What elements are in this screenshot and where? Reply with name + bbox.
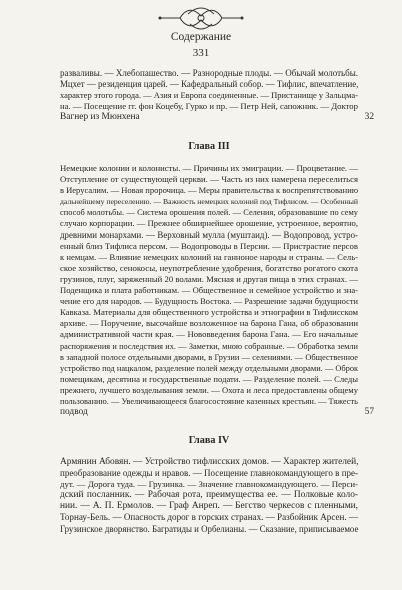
chapter-contents xyxy=(60,457,358,535)
toc-page-number: 32 xyxy=(364,112,374,123)
chapter-contents xyxy=(60,163,358,418)
text-line: прежнего, лучшего возделывания земли. — Охота и леса предоставлены общему xyxy=(60,384,358,395)
toc-page-number: 57 xyxy=(364,407,374,418)
text-line: устройство под нацкалом, разделение полей между отдельными дворами. — Оброк xyxy=(60,363,359,373)
chapter-title: Глава IV xyxy=(188,435,230,446)
text-line: в западной полосе отдельными дворами, в Грузии — селениями. — Общественное xyxy=(60,352,358,362)
text-line: Мцхет — резиденция царей. — Кафедральный собор. — Тифлис, впечатление, xyxy=(60,79,359,90)
text-line: енный близ Тифлиса персом. — Водопроводы в Персии. — Пристрастие персов xyxy=(60,240,358,251)
text-line: дальнейшему переселению. — Важность немецких колоний под Тифлисом. — Особенный xyxy=(60,197,358,207)
text-line: на. — Посещение гг. фон Коцебу, Гурко и пр. — Петр Ней, сапожник. — Доктор xyxy=(60,101,358,112)
text-line: архиве. — Поручение, высочайше возложенное на барона Гана, об образовании xyxy=(60,318,358,329)
text-line: нии. — А. П. Ермолов. — Граф Анреп. — Бегство черкесов с пленными, xyxy=(60,501,358,512)
text-line: пользованию. — Увеличивающееся благосостояние казенных крестьян. — Тяжесть xyxy=(60,396,358,406)
text-line: случаю корпорации. — Прежнее обширнейшее орошение, устроенное, вероятно, xyxy=(60,218,358,229)
text-line: характер этого города. — Азия и Европа соединенные. — Пристанище у Зальцма- xyxy=(60,90,358,101)
text-line: Вагнер из Мюнхена xyxy=(60,112,140,123)
header-ornament xyxy=(0,4,402,32)
running-head-page-number: 331 xyxy=(192,47,210,59)
text-line: преобразование одежды и нравов. — Посещение главнокомандующего в пре- xyxy=(60,468,358,479)
section-continuation xyxy=(60,68,358,123)
text-line: Отступление от существующей церкви. — Часть из них намерена переселиться xyxy=(60,174,358,185)
chapter-title: Глава III xyxy=(188,141,230,152)
text-line: чение его для народов. — Будущность Востока. — Разрешение задачи будущности xyxy=(60,297,358,307)
text-line: Торнау-Бель. — Опасность дорог в горских странах. — Разбойник Арсен. — xyxy=(60,512,359,523)
text-line: Армянин Абовян. — Устройство тифлисских домов. — Характер жителей, xyxy=(60,457,359,467)
text-line: Поденщика и плата работникам. — Общественное и семейное устройство и зна- xyxy=(60,285,358,296)
text-line: подвод xyxy=(60,407,88,418)
text-line: Грузинское дворянство. Багратиды и Орбелианы. — Сказание, приписываемое xyxy=(60,523,359,534)
text-line: в Иерусалим. — Новая пророчица. — Меры правительства к воспрепятствованию xyxy=(60,185,359,196)
text-line: распоряжения и последствия их. — Заметки, мною собранные. — Обработка земли xyxy=(60,341,358,351)
text-line: дский посланник. — Рабочая рота, преимущества ее. — Полковые коло- xyxy=(60,490,358,501)
text-line: разваливы. — Хлебопашество. — Разнородные плоды. — Обычай молотьбы. xyxy=(60,68,358,78)
text-line: Кавказа. Материалы для общественного устройства и этнографии в Тифлисском xyxy=(60,307,358,318)
text-line: Немецкие колонии и колонисты. — Причины их эмиграции. — Процветание. — xyxy=(60,163,358,173)
text-line: дут. — Дорога туда. — Грузинка. — Значение главнокомандующего. — Перси- xyxy=(60,479,358,490)
text-line: древними монархами. — Верховный мулла (муштаид). — Водопровод, устро- xyxy=(60,229,358,240)
running-head-title: Содержание xyxy=(170,31,232,43)
text-line: ское хозяйство, сенокосы, неупотребление удобрения, богатство рогатого скота xyxy=(60,262,358,273)
text-line: способ молотьбы. — Система орошения полей. — Селения, образовавшие по сему xyxy=(60,208,358,218)
text-line: административной части края. — Нововведения барона Гана. — Его начальные xyxy=(60,329,358,340)
text-line: помещикам, десятина и государственные подати. — Разделение полей. — Следы xyxy=(60,373,358,384)
text-line: грузинов, плуг, заряженный 20 волами. Мясная и другая пища в этих странах. — xyxy=(60,273,358,284)
text-line: к немцам. — Влияние немецких колоний на ганноное народы и страны. — Сель- xyxy=(60,251,358,262)
